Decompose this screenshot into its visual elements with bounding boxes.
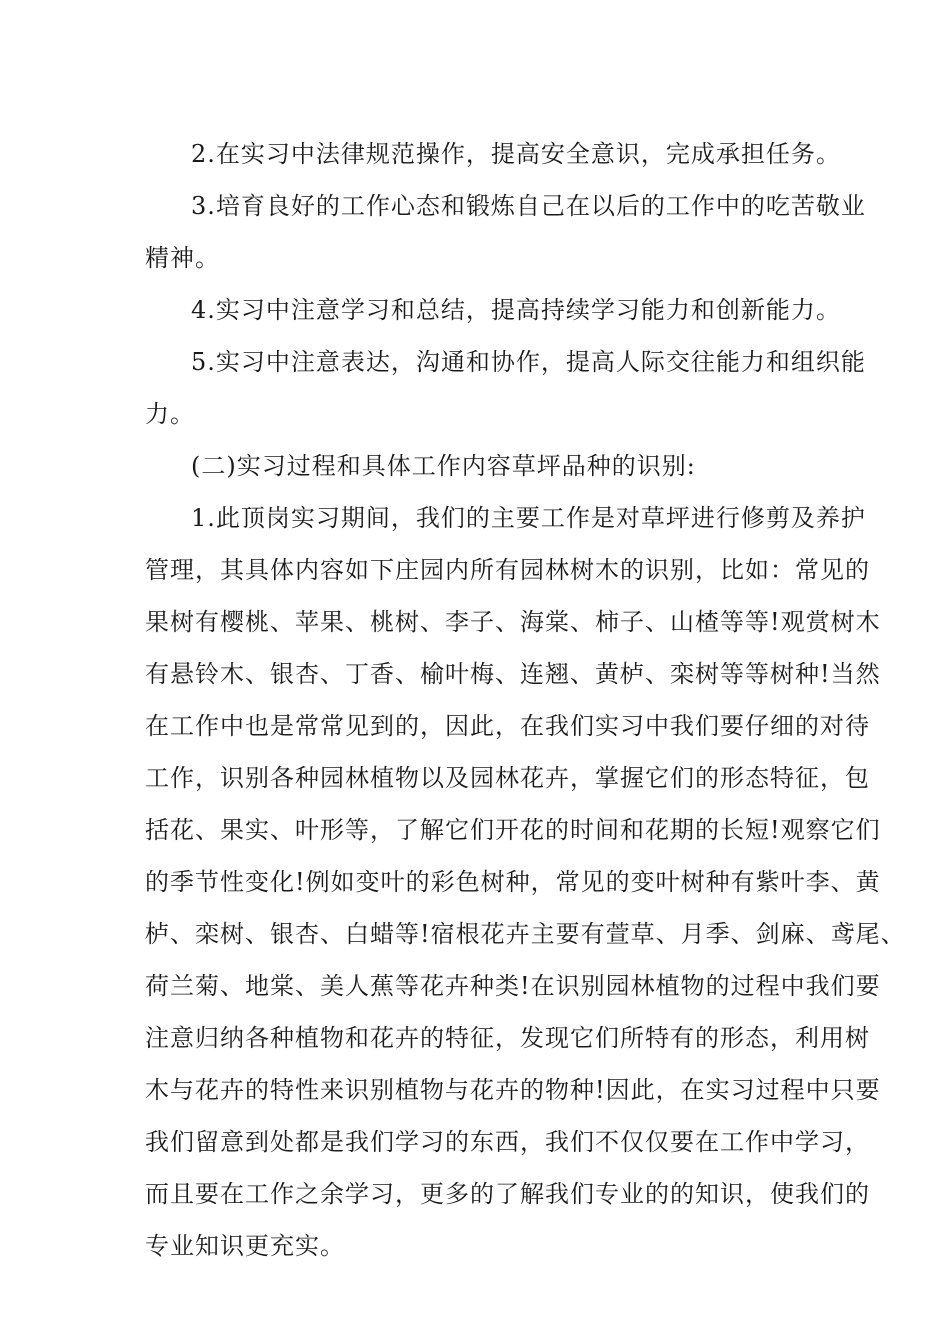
text-line: 专业知识更充实。 — [145, 1232, 345, 1260]
section-heading: (二)实习过程和具体工作内容草坪品种的识别: — [191, 452, 696, 480]
text-line: 3.培育良好的工作心态和锻炼自己在以后的工作中的吃苦敬业 — [191, 192, 866, 220]
text-line: 的季节性变化!例如变叶的彩色树种，常见的变叶树种有紫叶李、黄 — [145, 868, 881, 896]
text-line: 管理，其具体内容如下庄园内所有园林树木的识别，比如：常见的 — [145, 556, 870, 584]
text-line: 栌、栾树、银杏、白蜡等!宿根花卉主要有萱草、月季、剑麻、鸢尾、 — [145, 920, 906, 948]
text-line: 5.实习中注意表达，沟通和协作，提高人际交往能力和组织能 — [191, 348, 866, 376]
text-line: 工作，识别各种园林植物以及园林花卉，掌握它们的形态特征，包 — [145, 764, 870, 792]
text-line: 我们留意到处都是我们学习的东西，我们不仅仅要在工作中学习， — [145, 1128, 870, 1156]
text-line: 1.此顶岗实习期间，我们的主要工作是对草坪进行修剪及养护 — [191, 504, 866, 532]
text-line: 精神。 — [145, 244, 220, 272]
text-line: 有悬铃木、银杏、丁香、榆叶梅、连翘、黄栌、栾树等等树种!当然 — [145, 660, 881, 688]
text-line: 注意归纳各种植物和花卉的特征，发现它们所特有的形态，利用树 — [145, 1024, 870, 1052]
text-line: 果树有樱桃、苹果、桃树、李子、海棠、柿子、山楂等等!观赏树木 — [145, 608, 881, 636]
text-line: 在工作中也是常常见到的，因此，在我们实习中我们要仔细的对待 — [145, 712, 870, 740]
text-line: 力。 — [145, 400, 195, 428]
text-line: 而且要在工作之余学习，更多的了解我们专业的的知识，使我们的 — [145, 1180, 870, 1208]
text-line: 4.实习中注意学习和总结，提高持续学习能力和创新能力。 — [191, 296, 841, 324]
text-line: 括花、果实、叶形等，了解它们开花的时间和花期的长短!观察它们 — [145, 816, 881, 844]
text-line: 荷兰菊、地棠、美人蕉等花卉种类!在识别园林植物的过程中我们要 — [145, 972, 881, 1000]
text-line: 木与花卉的特性来识别植物与花卉的物种!因此，在实习过程中只要 — [145, 1076, 881, 1104]
text-line: 2.在实习中法律规范操作，提高安全意识，完成承担任务。 — [191, 140, 841, 168]
document-body — [145, 128, 906, 1272]
